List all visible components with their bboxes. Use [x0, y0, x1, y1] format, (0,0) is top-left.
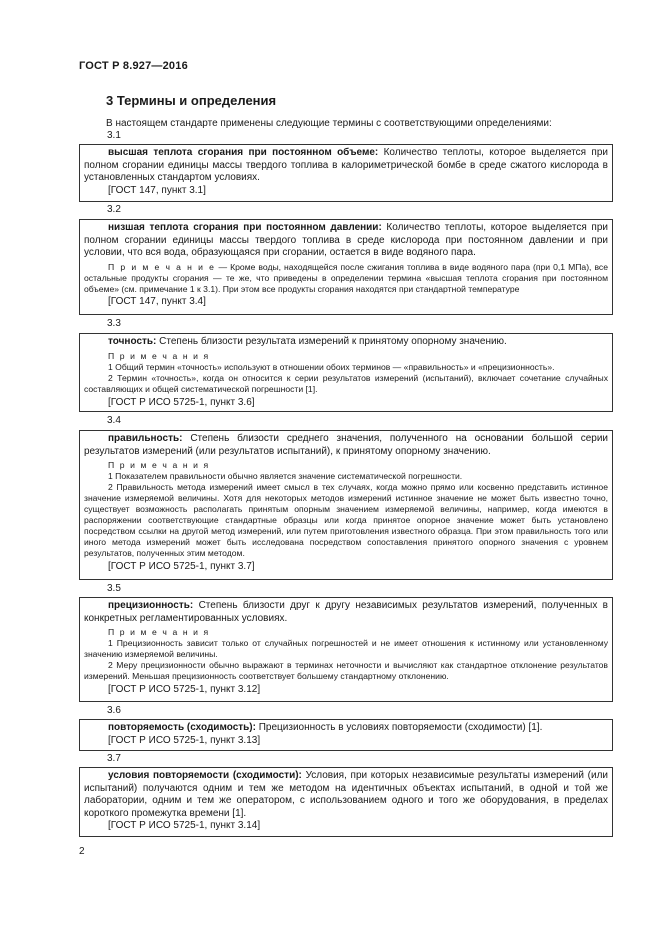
- note-item: 1 Общий термин «точность» используют в отношении обоих терминов — «правильность» и «прецизионность».: [108, 361, 555, 372]
- notes-label: П р и м е ч а н и я: [108, 460, 210, 470]
- term-source: [ГОСТ Р ИСО 5725-1, пункт 3.12]: [108, 684, 261, 695]
- term-note: [84, 262, 608, 295]
- page-number: 2: [79, 846, 85, 857]
- term-name: прецизионность:: [108, 600, 194, 611]
- notes-label: П р и м е ч а н и я: [108, 627, 210, 637]
- section-title: 3 Термины и определения: [106, 93, 277, 108]
- term-definition: [84, 770, 608, 820]
- note-item: 1 Показателем правильности обычно является значение систематической погрешности.: [108, 471, 463, 481]
- term-source: [ГОСТ Р ИСО 5725-1, пункт 3.7]: [108, 561, 255, 572]
- term-name: условия повторяемости (сходимости):: [108, 770, 302, 781]
- note-item: 1 Прецизионность зависит только от случайных погрешностей и не имеет отношения к истинному или установленному значению измеряемой величины.: [84, 638, 608, 659]
- term-source: [ГОСТ 147, пункт 3.1]: [108, 184, 206, 196]
- term-definition: [84, 433, 608, 458]
- notes-label: П р и м е ч а н и я: [108, 350, 210, 361]
- term-source: [ГОСТ Р ИСО 5725-1, пункт 3.13]: [108, 734, 261, 746]
- term-box: [79, 219, 613, 315]
- term-box: [79, 333, 613, 412]
- term-number: 3.5: [107, 583, 121, 594]
- term-definition-text: Степень близости друг к другу независимых результатов измерений, полученных в конкретных регламентированных условиях.: [84, 600, 608, 624]
- note-item: 2 Меру прецизионности обычно выражают в терминах неточности и вычисляют как стандартное отклонение результатов измерений. Меньшая прецизионность соответствует большему стандартному отклонению.: [84, 660, 608, 681]
- term-box: [79, 430, 613, 580]
- section-intro: В настоящем стандарте применены следующие термины с соответствующими определениями:: [106, 118, 552, 129]
- term-name: высшая теплота сгорания при постоянном объеме:: [108, 147, 379, 158]
- document-code: ГОСТ Р 8.927—2016: [79, 60, 188, 72]
- term-number: 3.4: [107, 415, 121, 426]
- term-number: 3.3: [107, 318, 121, 329]
- term-box: [79, 719, 613, 751]
- term-source: [ГОСТ 147, пункт 3.4]: [108, 295, 206, 307]
- term-source: [ГОСТ Р ИСО 5725-1, пункт 3.14]: [108, 820, 261, 831]
- term-definition-text: Прецизионность в условиях повторяемости (сходимости) [1].: [255, 722, 543, 733]
- note-item: 2 Правильность метода измерений имеет смысл в тех случаях, когда можно прямо или косвенно представить истинное значение измеряемой величины. Хотя для некоторых методов измерений истинное значение не может быть известно точно, существует возможность располагать принятым опорным значением измеряемой величины, например, когда имеются в распоряжении соответствующие стандартные образцы или когда принятое опорное значение может быть установлено посредством ссылки на другой метод измерений, или путем приготовления известного образца. При этом правильность того или иного метода измерений может быть исследована посредством сопоставления принятого опорного значения с уровнем результатов, полученных этим методом.: [84, 482, 608, 558]
- term-definition: [84, 222, 608, 260]
- term-name: низшая теплота сгорания при постоянном давлении:: [108, 222, 382, 233]
- note-text: — Кроме воды, находящейся после сжигания топлива в виде водяного пара (при 0,1 МПа), все остальные продукты сгорания — те же, что приведены в определении термина «высшая теплота сгорания при постоянном объеме» (см. примечание 1 к 3.1). При этом все продукты сгорания находятся при стандартной температуре: [84, 261, 608, 294]
- term-name: повторяемость (сходимость):: [108, 722, 256, 733]
- term-name: правильность:: [108, 433, 183, 444]
- term-definition-text: Условия, при которых независимые результаты измерений (или испытаний) получаются одним и тем же методом на идентичных объектах испытаний, в одной и той же лаборатории, одним и тем же оператором, с использованием одного и того же оборудования, в пределах короткого промежутка времени [1].: [84, 770, 609, 819]
- term-definition-text: Степень близости результата измерений к принятому опорному значению.: [156, 336, 507, 347]
- term-number: 3.6: [107, 705, 121, 716]
- term-number: 3.7: [107, 753, 121, 764]
- term-definition: [84, 722, 608, 735]
- term-definition-text: Степень близости среднего значения, полученного на основании большой серии результатов измерений (или результатов испытаний), к принятому опорному значению.: [84, 433, 608, 457]
- term-definition: [84, 600, 608, 625]
- term-box: [79, 144, 613, 202]
- term-source: [ГОСТ Р ИСО 5725-1, пункт 3.6]: [108, 396, 255, 408]
- term-name: точность:: [108, 336, 157, 347]
- term-definition: [84, 336, 608, 349]
- note-label: П р и м е ч а н и е: [108, 261, 216, 272]
- term-definition: [84, 147, 608, 185]
- note-item: 2 Термин «точность», когда он относится к серии результатов измерений (испытаний), включает сочетание случайных составляющих и общей систематической погрешности [1].: [84, 372, 608, 394]
- term-number: 3.1: [107, 130, 121, 141]
- term-definition-text: Количество теплоты, которое выделяется при полном сгорании единицы массы твердого топлива в калориметрической бомбе в среде сжатого кислорода в установленных стандартом условиях.: [84, 147, 608, 183]
- term-box: [79, 767, 613, 837]
- term-number: 3.2: [107, 204, 121, 215]
- term-box: [79, 597, 613, 702]
- term-definition-text: Количество теплоты, которое выделяется при полном сгорании единицы массы твердого топлива в среде кислорода при постоянном давлении и при условии, что вся вода, образующаяся при сгорании, остается в виде водяного пара.: [84, 222, 608, 258]
